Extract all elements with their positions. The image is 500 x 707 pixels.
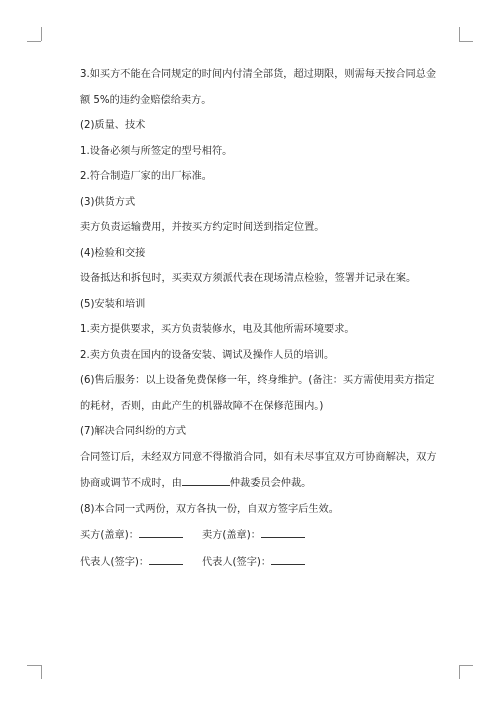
buyer-seal-label: 买方(盖章)： [80, 530, 139, 541]
supply-text: 卖方负责运输费用，并按买方约定时间送到指定位置。 [80, 222, 325, 233]
dispute-line-1: 合同签订后，未经双方同意不得撤消合同，如有未尽事宜双方可协商解决，双方 [80, 451, 437, 463]
buyer-rep [80, 555, 202, 569]
representative-row [80, 555, 420, 569]
crop-mark-bottom-right-h [459, 665, 473, 666]
install-item-1: 1.卖方提供要求，买方负责装修水，电及其他所需环境要求。 [80, 324, 355, 335]
install-heading: (5)安装和培训 [80, 298, 146, 310]
buyer-seal-blank [139, 528, 183, 538]
crop-mark-bottom-right-v [459, 665, 460, 679]
quality-heading: (2)质量、技术 [80, 120, 146, 131]
buyer-rep-blank [149, 555, 183, 565]
seller-rep [202, 555, 305, 569]
arbitration-blank [182, 476, 230, 486]
crop-mark-top-right-h [459, 41, 473, 42]
quality-item-2: 2.符合制造厂家的出厂标准。 [80, 171, 212, 182]
inspection-heading: (4)检验和交接 [80, 247, 146, 259]
aftersale-line-2: 的耗材，否则，由此产生的机器故障不在保修范围内。) [80, 400, 324, 412]
buyer-seal [80, 528, 202, 542]
seller-seal [202, 528, 305, 542]
aftersale-line-1: (6)售后服务：以上设备免费保修一年，终身维护。(备注：买方需使用卖方指定 [80, 375, 435, 386]
seller-rep-label: 代表人(签字)： [202, 556, 272, 568]
contract-body [80, 68, 437, 569]
crop-mark-top-right-v [459, 27, 460, 41]
inspection-text: 设备抵达和拆包时，买卖双方须派代表在现场清点检验，签署并记录在案。 [80, 273, 417, 284]
clause-3-line-2: 额 5%的违约金赔偿给卖方。 [80, 94, 212, 106]
seller-seal-blank [261, 528, 305, 538]
dispute-line-2 [80, 476, 420, 490]
seal-row [80, 528, 420, 542]
dispute-heading: (7)解决合同纠纷的方式 [80, 426, 187, 437]
dispute-line-2-pre: 协商或调节不成时，由 [80, 478, 182, 489]
copies-text: (8)本合同一式两份，双方各执一份，自双方签字后生效。 [80, 503, 339, 515]
clause-3-line-1: 3.如买方不能在合同规定的时间内付清全部货，超过期限，则需每天按合同总金 [80, 69, 437, 80]
quality-item-1: 1.设备必须与所签定的型号相符。 [80, 145, 233, 157]
buyer-rep-label: 代表人(签字)： [80, 556, 150, 568]
seller-rep-blank [271, 555, 305, 565]
dispute-line-2-post: 仲裁委员会仲裁。 [229, 478, 312, 489]
install-item-2: 2.卖方负责在国内的设备安装、调试及操作人员的培训。 [80, 349, 335, 361]
seller-seal-label: 卖方(盖章)： [202, 530, 261, 541]
crop-mark-top-left-h [27, 41, 41, 42]
crop-mark-bottom-left-h [27, 665, 41, 666]
crop-mark-bottom-left-v [41, 665, 42, 679]
crop-mark-top-left-v [41, 27, 42, 41]
supply-heading: (3)供货方式 [80, 196, 136, 208]
